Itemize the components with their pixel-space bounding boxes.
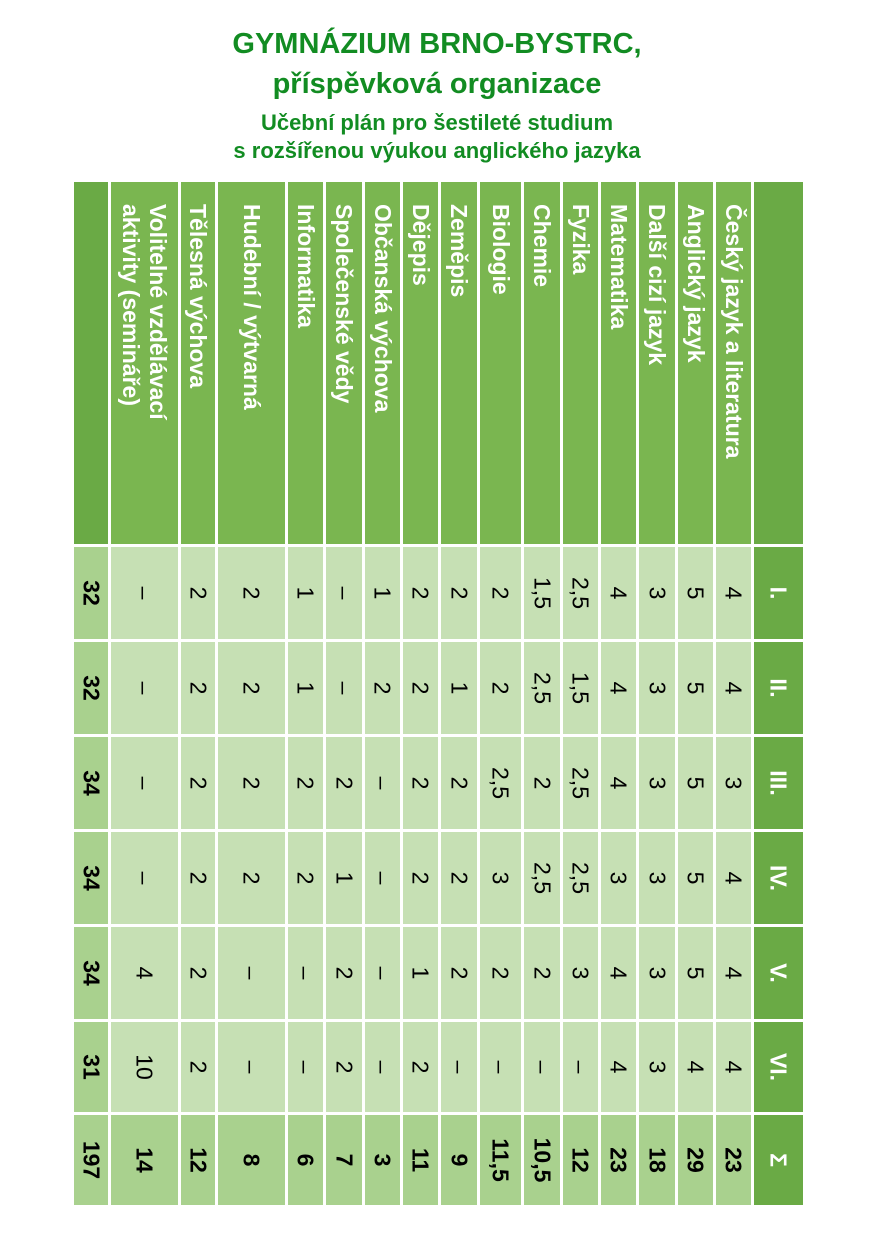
subject-name-cell <box>181 182 215 544</box>
subject-total-cell <box>716 1115 751 1205</box>
subject-name <box>528 204 555 287</box>
subject-name-line: Chemie <box>529 203 555 287</box>
hours-cell <box>441 642 477 734</box>
subject-name-line: Zeměpis <box>446 203 472 297</box>
hours-cell <box>326 1022 362 1112</box>
subject-name <box>682 204 709 363</box>
subject-name-cell <box>639 182 675 544</box>
hours-value: 1 <box>369 586 396 599</box>
hours-value: 4 <box>605 966 632 979</box>
hours-value: – <box>369 966 396 979</box>
hours-cell <box>716 547 751 639</box>
column-header <box>754 1022 803 1112</box>
hours-value: 2 <box>407 776 434 789</box>
hours-cell <box>403 642 438 734</box>
subject-total-value: 11,5 <box>487 1137 514 1182</box>
hours-cell <box>326 927 362 1019</box>
hours-value: 2 <box>292 871 319 884</box>
subject-name-cell <box>601 182 636 544</box>
subject-name-line: Volitelné vzdělávací <box>145 203 171 420</box>
subject-total-value: 12 <box>185 1146 211 1173</box>
hours-value: – <box>369 871 396 884</box>
hours-cell <box>403 1022 438 1112</box>
subject-name <box>605 204 632 329</box>
header-corner <box>754 182 803 544</box>
hours-value: 1,5 <box>567 671 594 704</box>
subject-total-value: 29 <box>682 1146 709 1173</box>
hours-cell <box>716 927 751 1019</box>
hours-value: 2,5 <box>529 671 555 704</box>
hours-value: – <box>369 776 396 789</box>
plan-subtitle: s rozšířenou výukou anglického jazyka <box>233 138 641 163</box>
subject-name-cell <box>441 182 477 544</box>
hours-value: 2 <box>331 966 357 979</box>
hours-value: 2 <box>446 871 472 884</box>
subject-name-cell <box>111 182 178 544</box>
hours-value: – <box>131 586 158 599</box>
column-header-label: Σ <box>765 1152 792 1167</box>
hours-cell <box>403 547 438 639</box>
subject-name-line: Fyzika <box>567 203 594 274</box>
hours-cell <box>365 642 400 734</box>
hours-value: – <box>487 1060 514 1073</box>
hours-cell <box>563 642 598 734</box>
column-header <box>754 642 803 734</box>
hours-cell <box>111 547 178 639</box>
subject-total-value: 11 <box>407 1147 434 1172</box>
subject-total-cell <box>181 1115 215 1205</box>
hours-cell <box>563 927 598 1019</box>
subject-name <box>184 204 211 388</box>
year-total-cell <box>74 832 108 924</box>
year-total-value: 197 <box>78 1140 104 1179</box>
hours-cell <box>563 547 598 639</box>
subject-name-line: Anglický jazyk <box>682 203 709 363</box>
hours-cell <box>365 832 400 924</box>
hours-value: – <box>567 1060 594 1073</box>
hours-cell <box>480 737 521 829</box>
hours-cell <box>480 547 521 639</box>
subject-name-line: Informatika <box>292 203 319 328</box>
hours-value: 2 <box>446 776 472 789</box>
hours-value: 2 <box>331 776 357 789</box>
hours-value: 5 <box>682 586 709 599</box>
hours-cell <box>441 547 477 639</box>
hours-cell <box>326 737 362 829</box>
subject-total-cell <box>288 1115 323 1205</box>
hours-value: 3 <box>644 871 670 884</box>
subject-name <box>292 204 319 328</box>
hours-value: 2 <box>238 871 265 884</box>
column-header-label: I. <box>765 586 792 599</box>
hours-value: 4 <box>605 1060 632 1073</box>
hours-cell <box>639 737 675 829</box>
subject-name <box>117 204 171 420</box>
hours-cell <box>678 832 713 924</box>
hours-value: – <box>529 1060 555 1073</box>
hours-cell <box>111 737 178 829</box>
hours-value: 2 <box>407 1060 434 1073</box>
hours-cell <box>111 927 178 1019</box>
hours-cell <box>524 832 560 924</box>
year-total-cell <box>74 1115 108 1205</box>
hours-value: – <box>331 586 357 599</box>
subject-name-cell <box>524 182 560 544</box>
hours-value: 2 <box>446 586 472 599</box>
hours-value: 2,5 <box>529 861 555 894</box>
hours-value: – <box>446 1060 472 1073</box>
subject-total-cell <box>480 1115 521 1205</box>
subject-total-value: 23 <box>605 1146 632 1173</box>
hours-cell <box>716 1022 751 1112</box>
column-header-label: VI. <box>765 1052 792 1081</box>
hours-value: 4 <box>605 776 632 789</box>
hours-value: 10 <box>131 1053 158 1080</box>
hours-value: 4 <box>605 681 632 694</box>
hours-value: 1 <box>292 586 319 599</box>
hours-cell <box>563 737 598 829</box>
hours-value: 4 <box>720 1060 747 1073</box>
hours-cell <box>218 642 285 734</box>
hours-value: 1 <box>331 871 357 884</box>
subject-total-value: 3 <box>369 1153 396 1166</box>
hours-cell <box>218 547 285 639</box>
hours-value: – <box>331 681 357 694</box>
hours-cell <box>326 547 362 639</box>
hours-cell <box>524 642 560 734</box>
hours-cell <box>716 642 751 734</box>
hours-cell <box>326 642 362 734</box>
hours-value: 4 <box>720 966 747 979</box>
hours-value: 3 <box>567 966 594 979</box>
hours-value: 3 <box>605 871 632 884</box>
hours-value: 4 <box>131 966 158 979</box>
hours-cell <box>181 737 215 829</box>
school-name: GYMNÁZIUM BRNO-BYSTRC, <box>232 28 642 60</box>
hours-value: 1,5 <box>529 576 555 609</box>
hours-value: 1 <box>446 681 472 694</box>
hours-value: 2 <box>185 1060 211 1073</box>
hours-cell <box>288 1022 323 1112</box>
subject-total-value: 14 <box>131 1146 158 1173</box>
hours-cell <box>111 832 178 924</box>
hours-value: 3 <box>720 776 747 789</box>
hours-value: 4 <box>720 681 747 694</box>
hours-cell <box>678 737 713 829</box>
hours-value: – <box>131 681 158 694</box>
year-total-cell <box>74 927 108 1019</box>
hours-value: 5 <box>682 681 709 694</box>
subject-total-value: 9 <box>446 1153 472 1166</box>
hours-cell <box>218 927 285 1019</box>
hours-cell <box>639 547 675 639</box>
column-header-label: II. <box>765 677 792 698</box>
hours-cell <box>639 927 675 1019</box>
year-total-value: 34 <box>78 959 104 986</box>
hours-value: 2,5 <box>487 766 514 799</box>
subject-name <box>407 204 434 286</box>
hours-cell <box>601 927 636 1019</box>
column-header <box>754 832 803 924</box>
plan-title: Učební plán pro šestileté studium <box>260 110 614 135</box>
hours-cell <box>181 1022 215 1112</box>
hours-cell <box>181 642 215 734</box>
hours-value: 1 <box>407 966 434 979</box>
hours-value: 2 <box>238 776 265 789</box>
hours-cell <box>441 832 477 924</box>
hours-value: 2 <box>185 871 211 884</box>
subject-name-line: Český jazyk a literatura <box>720 203 747 458</box>
hours-cell <box>480 927 521 1019</box>
subject-name <box>487 204 514 295</box>
hours-cell <box>524 737 560 829</box>
subject-total-cell <box>678 1115 713 1205</box>
hours-value: 2 <box>487 966 514 979</box>
subject-name-cell <box>218 182 285 544</box>
hours-value: 2 <box>238 586 265 599</box>
subject-total-cell <box>365 1115 400 1205</box>
hours-cell <box>441 927 477 1019</box>
subject-name-line: Biologie <box>487 203 514 295</box>
hours-cell <box>181 547 215 639</box>
hours-cell <box>111 642 178 734</box>
hours-cell <box>639 1022 675 1112</box>
year-total-value: 32 <box>78 579 104 606</box>
hours-value: 2,5 <box>567 766 594 799</box>
year-total-cell <box>74 1022 108 1112</box>
hours-cell <box>639 642 675 734</box>
school-type: příspěvková organizace <box>272 68 602 100</box>
subject-total-value: 7 <box>331 1153 357 1166</box>
subject-total-cell <box>601 1115 636 1205</box>
hours-value: 2 <box>407 681 434 694</box>
subject-name-line: Společenské vědy <box>331 203 357 403</box>
column-header <box>754 547 803 639</box>
subject-total-value: 8 <box>238 1153 265 1166</box>
hours-value: 2 <box>487 586 514 599</box>
subject-name-line: Občanská výchova <box>369 203 396 412</box>
hours-cell <box>288 737 323 829</box>
hours-cell <box>181 832 215 924</box>
subject-total-cell <box>326 1115 362 1205</box>
hours-value: 2 <box>446 966 472 979</box>
hours-cell <box>326 832 362 924</box>
hours-cell <box>441 737 477 829</box>
hours-value: 2 <box>185 681 211 694</box>
subject-total-cell <box>563 1115 598 1205</box>
hours-value: – <box>369 1060 396 1073</box>
hours-cell <box>218 832 285 924</box>
subject-name <box>238 204 265 410</box>
hours-cell <box>639 832 675 924</box>
hours-value: 5 <box>682 871 709 884</box>
subject-total-cell <box>639 1115 675 1205</box>
hours-value: – <box>292 966 319 979</box>
subject-name-cell <box>678 182 713 544</box>
subject-name <box>643 204 670 365</box>
subject-name-cell <box>716 182 751 544</box>
year-total-value: 32 <box>78 674 104 701</box>
hours-value: 3 <box>644 586 670 599</box>
year-total-cell <box>74 642 108 734</box>
hours-value: 2 <box>407 871 434 884</box>
hours-cell <box>288 642 323 734</box>
hours-cell <box>365 547 400 639</box>
hours-cell <box>601 737 636 829</box>
subject-total-value: 23 <box>720 1146 747 1173</box>
hours-cell <box>524 547 560 639</box>
subject-total-value: 6 <box>292 1153 319 1166</box>
hours-value: 2 <box>407 586 434 599</box>
subject-name <box>445 204 472 297</box>
subject-name-line: Matematika <box>605 203 632 329</box>
column-header-label: IV. <box>765 864 792 891</box>
hours-value: 2 <box>185 586 211 599</box>
subject-name-cell <box>563 182 598 544</box>
hours-value: 2 <box>529 776 555 789</box>
subject-name <box>330 204 357 403</box>
subject-total-cell <box>441 1115 477 1205</box>
hours-cell <box>288 927 323 1019</box>
hours-value: 2 <box>292 776 319 789</box>
hours-cell <box>678 927 713 1019</box>
hours-cell <box>563 832 598 924</box>
hours-cell <box>601 642 636 734</box>
hours-cell <box>601 547 636 639</box>
hours-value: 3 <box>644 966 670 979</box>
hours-value: 4 <box>605 586 632 599</box>
subject-name-cell <box>480 182 521 544</box>
hours-cell <box>365 737 400 829</box>
subject-name-cell <box>365 182 400 544</box>
hours-value: 5 <box>682 776 709 789</box>
hours-value: 2,5 <box>567 861 594 894</box>
hours-cell <box>524 927 560 1019</box>
hours-cell <box>441 1022 477 1112</box>
hours-cell <box>403 737 438 829</box>
hours-value: – <box>238 966 265 979</box>
subject-name-line: Další cizí jazyk <box>644 203 670 365</box>
hours-value: 3 <box>644 776 670 789</box>
hours-cell <box>716 737 751 829</box>
subject-name-line: Hudební / výtvarná <box>238 203 265 410</box>
subject-name-line: Dějepis <box>407 203 434 286</box>
hours-cell <box>480 832 521 924</box>
subject-total-value: 12 <box>567 1146 594 1173</box>
hours-cell <box>480 642 521 734</box>
hours-value: 2 <box>185 966 211 979</box>
hours-cell <box>678 1022 713 1112</box>
column-header <box>754 927 803 1019</box>
hours-cell <box>480 1022 521 1112</box>
hours-value: 4 <box>720 871 747 884</box>
subject-name <box>369 204 396 412</box>
subject-total-cell <box>403 1115 438 1205</box>
hours-value: – <box>292 1060 319 1073</box>
column-header <box>754 737 803 829</box>
totals-label-cell <box>74 182 108 544</box>
subject-name-cell <box>326 182 362 544</box>
year-total-cell <box>74 737 108 829</box>
column-header-label: III. <box>765 769 792 796</box>
hours-value: 1 <box>292 681 319 694</box>
subject-name <box>567 204 594 274</box>
hours-cell <box>218 737 285 829</box>
hours-cell <box>365 927 400 1019</box>
hours-cell <box>601 1022 636 1112</box>
hours-value: 2 <box>487 681 514 694</box>
hours-cell <box>365 1022 400 1112</box>
subject-total-cell <box>218 1115 285 1205</box>
column-header-label: V. <box>765 962 792 983</box>
hours-cell <box>563 1022 598 1112</box>
hours-cell <box>181 927 215 1019</box>
year-total-cell <box>74 547 108 639</box>
hours-cell <box>403 832 438 924</box>
hours-value: 3 <box>487 871 514 884</box>
subject-total-value: 18 <box>644 1146 670 1173</box>
hours-cell <box>678 642 713 734</box>
hours-value: 2 <box>369 681 396 694</box>
subject-name-cell <box>288 182 323 544</box>
hours-value: 2 <box>529 966 555 979</box>
hours-value: – <box>238 1060 265 1073</box>
hours-value: 2 <box>185 776 211 789</box>
subject-total-cell <box>111 1115 178 1205</box>
hours-value: 2,5 <box>567 576 594 609</box>
year-total-value: 31 <box>78 1053 104 1080</box>
year-total-value: 34 <box>78 769 104 796</box>
subject-name-line: aktivity (semináře) <box>118 203 144 406</box>
hours-cell <box>716 832 751 924</box>
hours-cell <box>288 832 323 924</box>
subject-total-value: 10,5 <box>529 1137 555 1182</box>
hours-value: 3 <box>644 681 670 694</box>
subject-name-line: Tělesná výchova <box>185 203 211 388</box>
hours-cell <box>218 1022 285 1112</box>
hours-value: 5 <box>682 966 709 979</box>
hours-value: 4 <box>682 1060 709 1073</box>
hours-value: – <box>131 871 158 884</box>
column-header <box>754 1115 803 1205</box>
hours-cell <box>288 547 323 639</box>
year-total-value: 34 <box>78 864 104 891</box>
hours-value: 2 <box>331 1060 357 1073</box>
subject-name <box>720 204 747 458</box>
hours-cell <box>403 927 438 1019</box>
hours-value: – <box>131 776 158 789</box>
hours-value: 3 <box>644 1060 670 1073</box>
hours-value: 2 <box>238 681 265 694</box>
hours-cell <box>111 1022 178 1112</box>
subject-name-cell <box>403 182 438 544</box>
hours-value: 4 <box>720 586 747 599</box>
hours-cell <box>678 547 713 639</box>
hours-cell <box>524 1022 560 1112</box>
subject-total-cell <box>524 1115 560 1205</box>
hours-cell <box>601 832 636 924</box>
